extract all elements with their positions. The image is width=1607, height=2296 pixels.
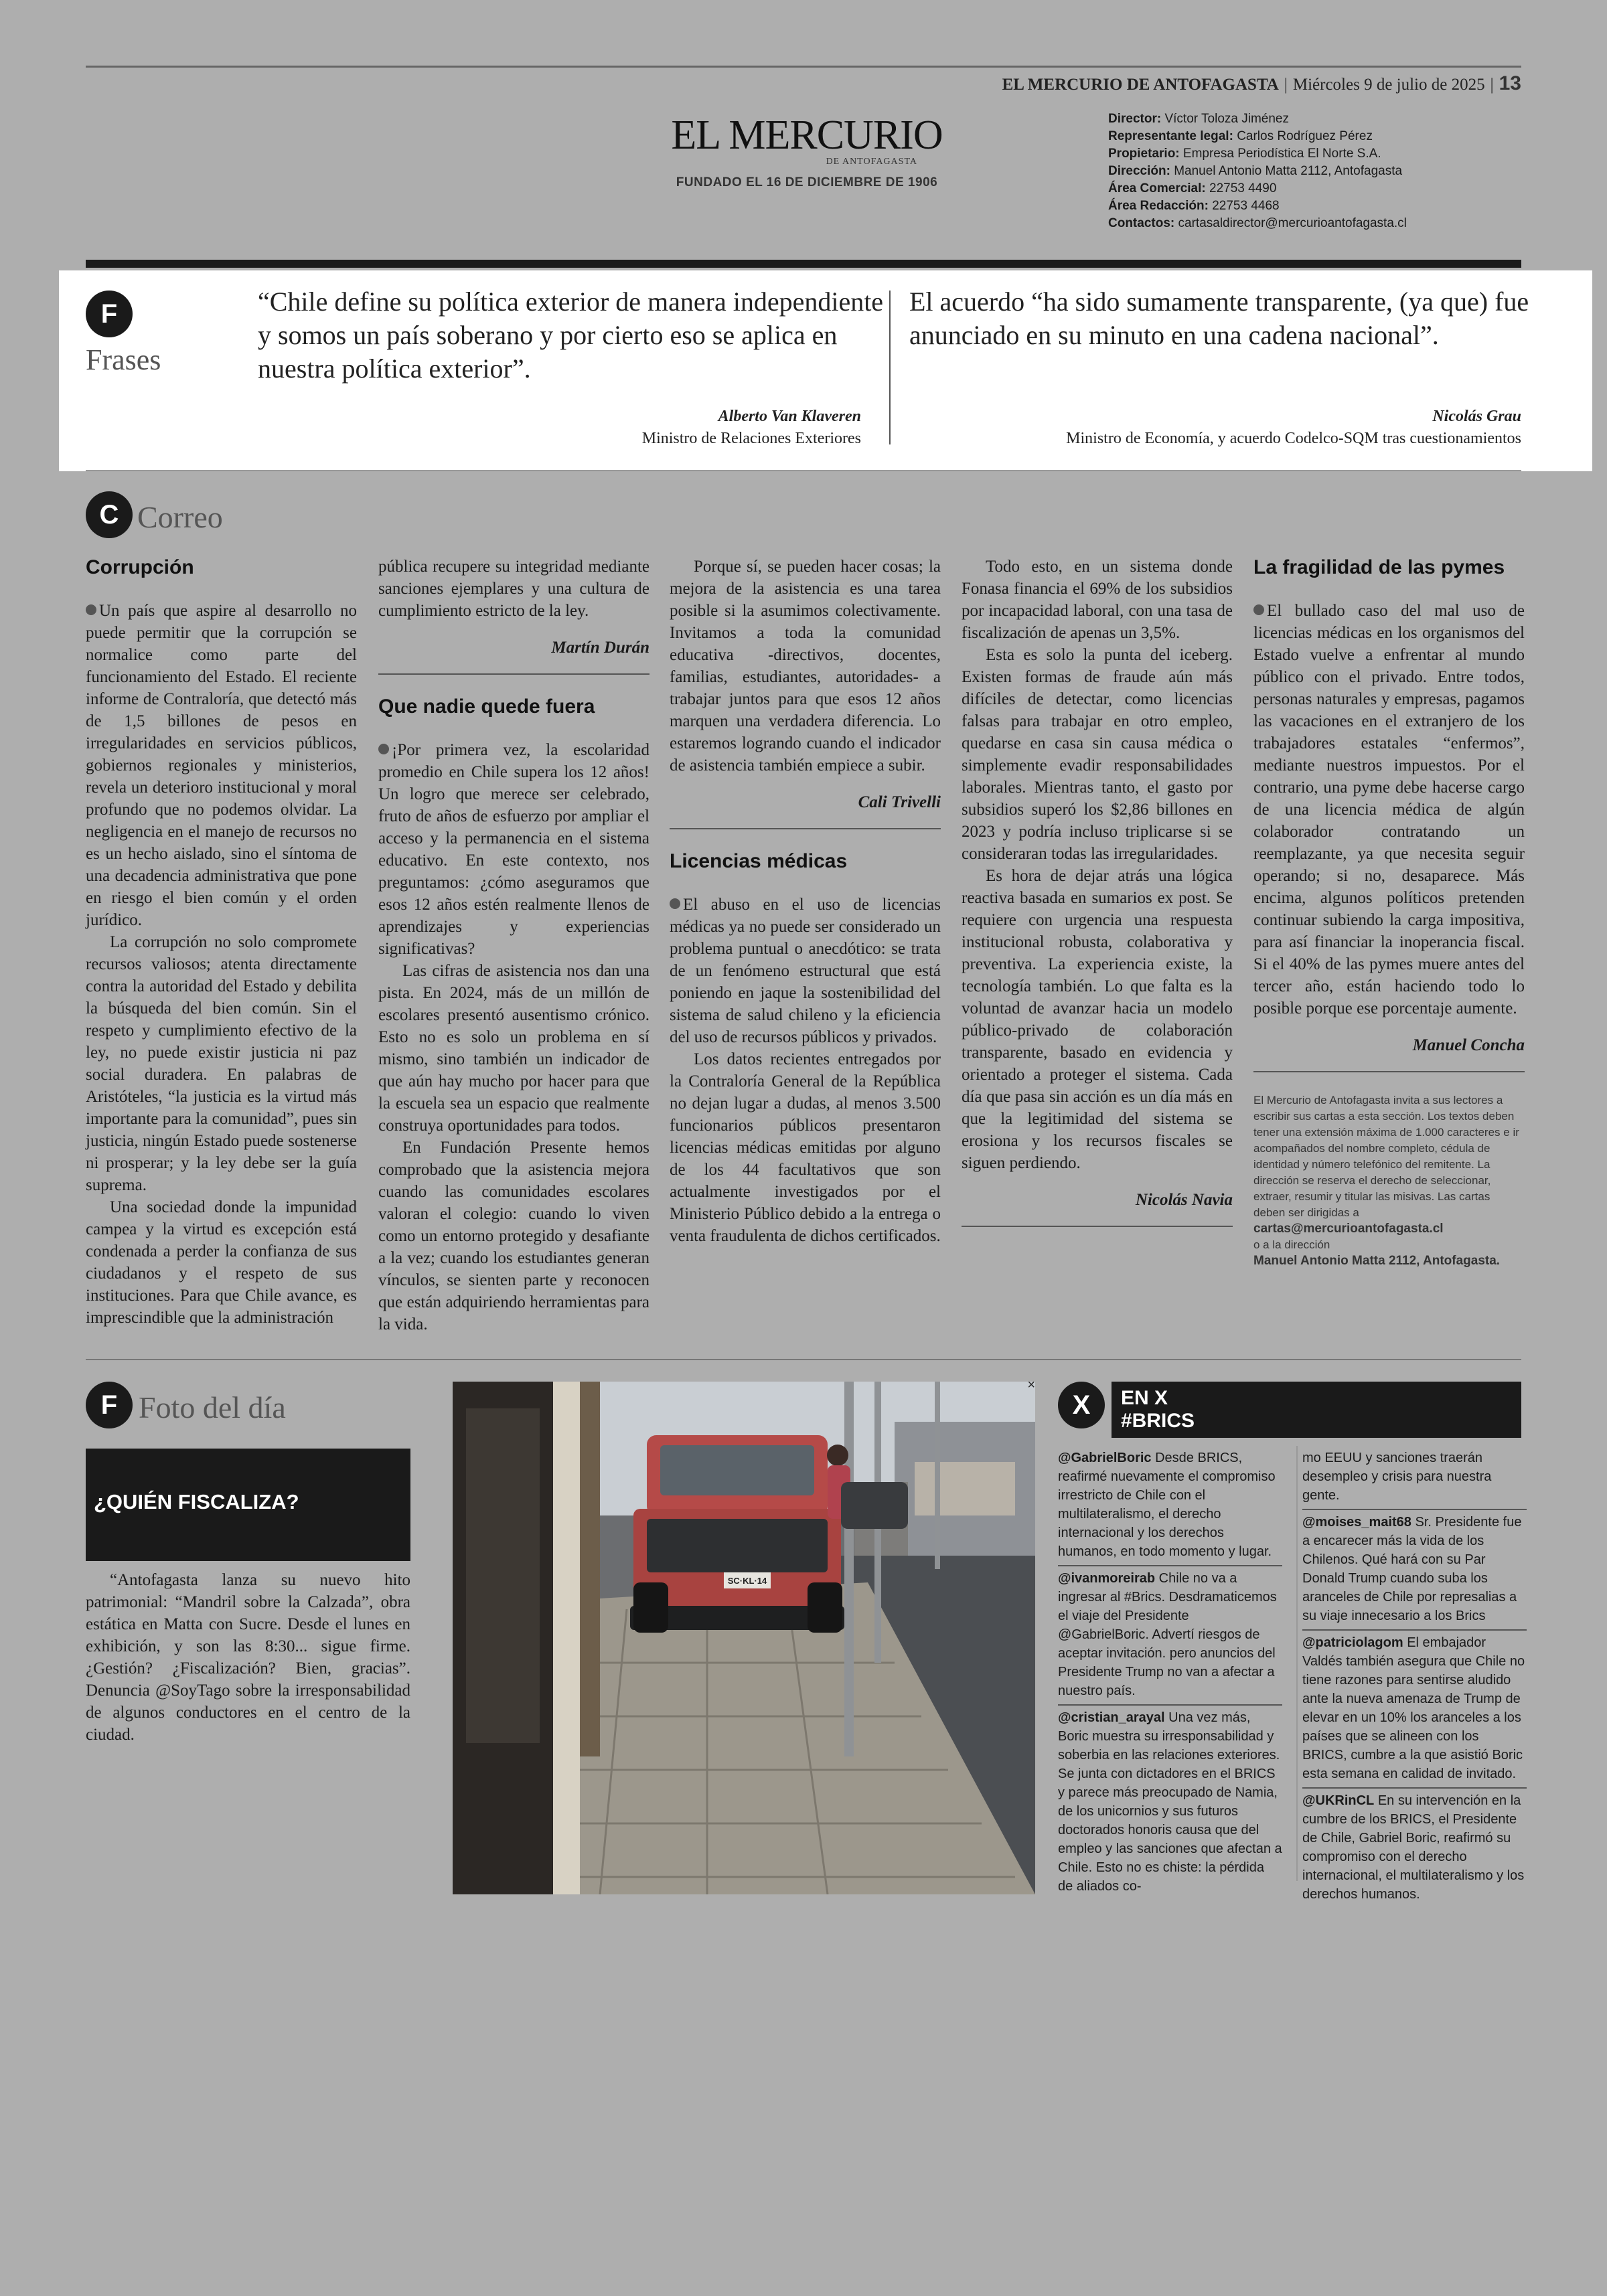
letter-column — [962, 556, 1233, 1247]
enx-title-bar — [1112, 1382, 1521, 1438]
tweet: @moises_mait68 Sr. Presidente fue a encarecer más la vida de los Chilenos. Qué hará con su Par Donald Trump cuando suba los aranceles de Chile por represalias a su viaje innecesario a los Brics — [1302, 1510, 1527, 1631]
close-icon[interactable]: × — [1027, 1382, 1035, 1392]
enx-hashtag: #BRICS — [1121, 1410, 1195, 1432]
letter-paragraph: Todo esto, en un sistema donde Fonasa financia el 69% de los subsidios por incapacidad laboral, con una tasa de fiscalización de apenas un 3,5%. — [962, 558, 1233, 642]
enx-title-line1: EN X — [1121, 1387, 1168, 1409]
letter-paragraph: La corrupción no solo compromete recursos valiosos; atenta directamente contra la autoridad del Estado y debilita la búsqueda del bien común. Sin el respeto y cumplimiento efectivo de la ley, no puede existir justicia ni paz social duradera. En palabras de Aristóteles, “la justicia es la virtud más importante para la comunidad”, pues sin justicia, ningún Estado puede sostenerse ni prosperar; y la ley debe ser la guía suprema. — [86, 933, 357, 1194]
staff-row: Área Redacción: 22753 4468 — [1108, 199, 1280, 213]
tweet-handle[interactable]: @patriciolagom — [1302, 1635, 1403, 1650]
foto-badge: F — [86, 1382, 133, 1428]
page-header — [1002, 72, 1521, 95]
frases-badge: F — [86, 291, 133, 337]
letters-invitation: El Mercurio de Antofagasta invita a sus lectores a escribir sus cartas a esta sección. Los textos deben tener una extensión máxima de 1.000 caracteres e ir acompañados del nombre completo, cédula de identidad y número telefónico del remitente. La dirección se reserva el derecho de seleccionar, extraer, resumir y titular las misivas. Las cartas deben ser dirigidas a cartas@mercurioantofagasta.cl o a la dirección Manuel Antonio Matta 2112, Antofagasta. — [1253, 1092, 1525, 1269]
tweet-column — [1058, 1446, 1282, 1900]
quote-text: El acuerdo “ha sido sumamente transparente, (ya que) fue anunciado en su minuto en una cadena nacional”. — [909, 286, 1529, 350]
publication-name: EL MERCURIO DE ANTOFAGASTA — [1002, 76, 1279, 94]
quote-author: Nicolás Grau — [1432, 408, 1521, 425]
tweet-handle[interactable]: @GabrielBoric — [1058, 1451, 1152, 1465]
staff-row: Dirección: Manuel Antonio Matta 2112, Antofagasta — [1108, 164, 1403, 178]
letter-paragraph: pública recupere su integridad mediante sanciones ejemplares y una cultura de cumplimiento estricto de la ley. — [378, 558, 649, 620]
tweet: @cristian_arayal Una vez más, Boric muestra su irresponsabilidad y soberbia en las relaciones exteriores. Se junta con dictadores en el BRICS y parece más preocupado de Namia, de los unicornios y sus futuros doctorados honoris causa que del empleo y las sanciones que afectan a Chile. Esto no es chiste: la pérdida de aliados co- — [1058, 1710, 1282, 1894]
staff-box — [1108, 110, 1407, 232]
x-badge: X — [1058, 1382, 1105, 1428]
quote-divider — [889, 291, 891, 444]
quote-role: Ministro de Economía, y acuerdo Codelco-SQM tras cuestionamientos — [1066, 430, 1521, 447]
frases-section — [59, 270, 1592, 471]
letter-paragraph: Es hora de dejar atrás una lógica reactiva basada en sumarios ex post. Se requiere con urgencia una respuesta institucional robusta, colaborativa y preventiva. La experiencia existe, la tecnología también. Lo que falta es la voluntad de avanzar hacia un modelo público-privado de colaboración transparente, basado en evidencia y orientado a proteger el sistema. Cada día que pasa sin acción es un día más en que la legitimidad del sistema se erosiona y los recursos fiscales se siguen perdiendo. — [962, 867, 1233, 1172]
photo-of-the-day — [453, 1382, 1035, 1894]
letter-paragraph: Los datos recientes entregados por la Contraloría General de la República no dejan lugar a dudas, al menos 3.500 funcionarios públicos presentaron licencias médicas emitidas por alguno de los 44 facultativos que son actualmente investigados por el Ministerio Público debido a la entrega o venta fraudulenta de dichos certificados. — [670, 1050, 941, 1245]
bullet-dot-icon — [378, 744, 389, 754]
letter-signature: Nicolás Navia — [1135, 1191, 1233, 1209]
letter-divider — [378, 673, 649, 675]
letter-column — [378, 556, 649, 1335]
top-rule — [86, 66, 1521, 68]
header-separator: | — [1490, 76, 1494, 94]
letter-divider — [670, 828, 941, 829]
founded-date: FUNDADO EL 16 DE DICIEMBRE DE 1906 — [676, 175, 938, 189]
quote-role: Ministro de Relaciones Exteriores — [641, 430, 861, 447]
tweet: @UKRinCL En su intervención en la cumbre de los BRICS, el Presidente de Chile, Gabriel Boric, reafirmó su compromiso con el derecho internacional, el multilateralismo y los derechos humanos. — [1302, 1793, 1525, 1902]
frases-label: Frases — [86, 343, 161, 376]
staff-row: Área Comercial: 22753 4490 — [1108, 181, 1277, 195]
section-divider — [86, 1359, 1521, 1360]
staff-row: Director: Víctor Toloza Jiménez — [1108, 112, 1289, 126]
tweet: @GabrielBoric Desde BRICS, reafirmé nuevamente el compromiso irrestricto de Chile con el multilateralismo, el derecho internacional y los derechos humanos, en todo momento y lugar. — [1058, 1446, 1282, 1566]
tweet-column — [1302, 1446, 1527, 1908]
letter-paragraph: El bullado caso del mal uso de licencias médicas en los organismos del Estado vuelve a enfrentar al mundo público con el privado. Entre todos, personas naturales y empresas, pagamos las vacaciones en el extranjero de los trabajadores estatales “enfermos”, mediante nuestros impuestos. Por el contrario, una pyme debe hacerse cargo de una licencia médica de algún colaborador contratando un reemplazante, ya que necesita seguir operando; si no, desaparece. Más encima, algunos políticos pretenden continuar subiendo la carga impositiva, para así financiar la inoperancia fiscal. Si el 40% de las pymes muere antes del tercer año, están haciendo todo lo posible porque ese porcentaje aumente. — [1253, 602, 1525, 1017]
letters-address: Manuel Antonio Matta 2112, Antofagasta. — [1253, 1254, 1501, 1268]
tweet-handle[interactable]: @UKRinCL — [1302, 1793, 1375, 1808]
tweet: @patriciolagom El embajador Valdés también asegura que Chile no tiene razones para sentirse aludido ante la nueva amenaza de Trump de elevar en un 10% los aranceles a los países que se alineen con los BRICS, cumbre a la que asistió Boric esta semana en calidad de invitado. — [1302, 1631, 1527, 1789]
staff-row: Representante legal: Carlos Rodríguez Pérez — [1108, 129, 1373, 143]
letter-paragraph: Las cifras de asistencia nos dan una pista. En 2024, más de un millón de escolares presentó ausentismo crónico. Esto no es solo un problema en sí mismo, sino también un indicador de que aún hay mucho por hacer para que la escuela sea un espacio que realmente construya oportunidades para todos. — [378, 962, 649, 1135]
bullet-dot-icon — [86, 604, 96, 615]
foto-headline: ¿QUIÉN FISCALIZA? — [86, 1449, 410, 1561]
letter-divider — [1253, 1071, 1525, 1072]
newspaper-logo: EL MERCURIO — [671, 112, 943, 158]
foto-label: Foto del día — [139, 1390, 286, 1424]
letter-signature: Manuel Concha — [1412, 1036, 1525, 1054]
letter-paragraph: Porque sí, se pueden hacer cosas; la mejora de la asistencia es una tarea posible si la asumimos colectivamente. Invitamos a toda la comunidad educativa -directivos, docentes, familias, estudiantes, autoridades- a trabajar juntos para que esos 12 años marquen una verdadera diferencia. Lo estaremos logrando cuando el indicador de asistencia también empiece a subir. — [670, 558, 941, 774]
letter-title: Licencias médicas — [670, 850, 848, 872]
letter-paragraph: En Fundación Presente hemos comprobado que la asistencia mejora cuando las comunidades escolares valoran el colegio: cuando lo viven como un entorno protegido y desafiante a la vez; cuando los estudiantes generan vínculos, se sienten parte y reconocen que están adquiriendo herramientas para la vida. — [378, 1139, 649, 1333]
letter-divider — [962, 1226, 1233, 1227]
page-date: Miércoles 9 de julio de 2025 — [1292, 76, 1485, 94]
letters-email[interactable]: cartas@mercurioantofagasta.cl — [1253, 1222, 1444, 1236]
tweet: mo EEUU y sanciones traerán desempleo y crisis para nuestra gente. — [1302, 1446, 1527, 1510]
letter-paragraph: Un país que aspire al desarrollo no puede permitir que la corrupción se normalice como parte del funcionamiento del Estado. El reciente informe de Contraloría, que detectó más de 1,5 billones de pesos en irregularidades en servicios públicos, gobiernos regionales y ministerios, revela un deterioro institucional y moral profundo que no podemos olvidar. La negligencia en el manejo de recursos no es un hecho aislado, sino el síntoma de una decadencia administrativa que pone en riesgo el bien común y el orden jurídico. — [86, 602, 357, 929]
section-divider — [86, 260, 1521, 268]
correo-badge: C — [86, 491, 133, 538]
license-plate: SC·KL·14 — [727, 1575, 767, 1586]
letter-column — [86, 556, 357, 1329]
quote-text: “Chile define su política exterior de manera independiente y somos un país soberano y por cierto eso se aplica en nuestra política exterior”. — [258, 286, 884, 384]
tweet-handle[interactable]: @moises_mait68 — [1302, 1515, 1411, 1530]
page-number: 13 — [1499, 72, 1521, 94]
staff-row: Contactos: cartasaldirector@mercurioantofagasta.cl — [1108, 216, 1407, 230]
bullet-dot-icon — [670, 898, 680, 909]
letter-title: La fragilidad de las pymes — [1253, 556, 1505, 578]
tweet: @ivanmoreirab Chile no va a ingresar al #Brics. Desdramaticemos el viaje del Presidente @GabrielBoric. Advertí riesgos de aceptar invitación. pero anuncios del Presidente Trump no van a afectar a nuestro país. — [1058, 1566, 1282, 1706]
letter-title: Que nadie quede fuera — [378, 695, 595, 718]
bullet-dot-icon — [1253, 604, 1264, 615]
letters-invitation-middle: o a la dirección — [1253, 1238, 1330, 1251]
letter-signature: Martín Durán — [551, 639, 649, 657]
tweet-handle[interactable]: @ivanmoreirab — [1058, 1571, 1156, 1586]
letter-paragraph: El abuso en el uso de licencias médicas ya no puede ser considerado un problema puntual o anecdótico: se trata de un fenómeno estructural que está poniendo en jaque la sostenibilidad del sistema de salud chileno y la eficiencia del uso de recursos públicos y privados. — [670, 896, 941, 1046]
newspaper-logo-sub: DE ANTOFAGASTA — [826, 157, 917, 167]
letter-signature: Cali Trivelli — [858, 793, 941, 811]
letter-column — [1253, 556, 1525, 1269]
masthead — [663, 114, 951, 190]
letter-column — [670, 556, 941, 1247]
street-photo-illustration — [453, 1382, 1035, 1894]
letter-paragraph: ¡Por primera vez, la escolaridad promedio en Chile supera los 12 años! Un logro que merece ser celebrado, fruto de años de esfuerzo por ampliar el acceso y la permanencia en el sistema educativo. En este contexto, nos preguntamos: ¿cómo aseguramos que esos 12 años estén realmente llenos de aprendizajes y experiencias significativas? — [378, 741, 649, 958]
foto-caption: “Antofagasta lanza su nuevo hito patrimonial: “Mandril sobre la Calzada”, obra estática en Matta con Sucre. Desde el lunes en exhibición, y son las 8:30... sigue firme. ¿Gestión? ¿Fiscalización? Bien, gracias”. Denuncia @SoyTago sobre la irresponsabilidad de algunos conductores en el centro de la ciudad. — [86, 1571, 410, 1744]
letter-paragraph: Una sociedad donde la impunidad campea y la virtud es excepción está condenada a perder la confianza de sus ciudadanos y el respeto de sus instituciones. Para que Chile avance, es imprescindible que la administración — [86, 1198, 357, 1327]
header-separator: | — [1284, 76, 1288, 94]
correo-label: Correo — [137, 500, 223, 534]
staff-row: Propietario: Empresa Periodística El Norte S.A. — [1108, 147, 1381, 161]
letter-title: Corrupción — [86, 556, 194, 578]
quote-author: Alberto Van Klaveren — [718, 408, 861, 425]
letter-paragraph: Esta es solo la punta del iceberg. Existen formas de fraude aún más difíciles de detectar, como licencias falsas para trabajar en otro empleo, quedarse en casa sin causa médica o simplemente evadir responsabilidades laborales. Mientras tanto, el gasto por subsidios superó los $2,86 billones en 2023 y podría incluso triplicarse si se consideraran todas las irregularidades. — [962, 646, 1233, 863]
tweet-divider — [1296, 1446, 1298, 1881]
frases-bottom-rule — [86, 470, 1521, 471]
tweet-handle[interactable]: @cristian_arayal — [1058, 1710, 1165, 1725]
